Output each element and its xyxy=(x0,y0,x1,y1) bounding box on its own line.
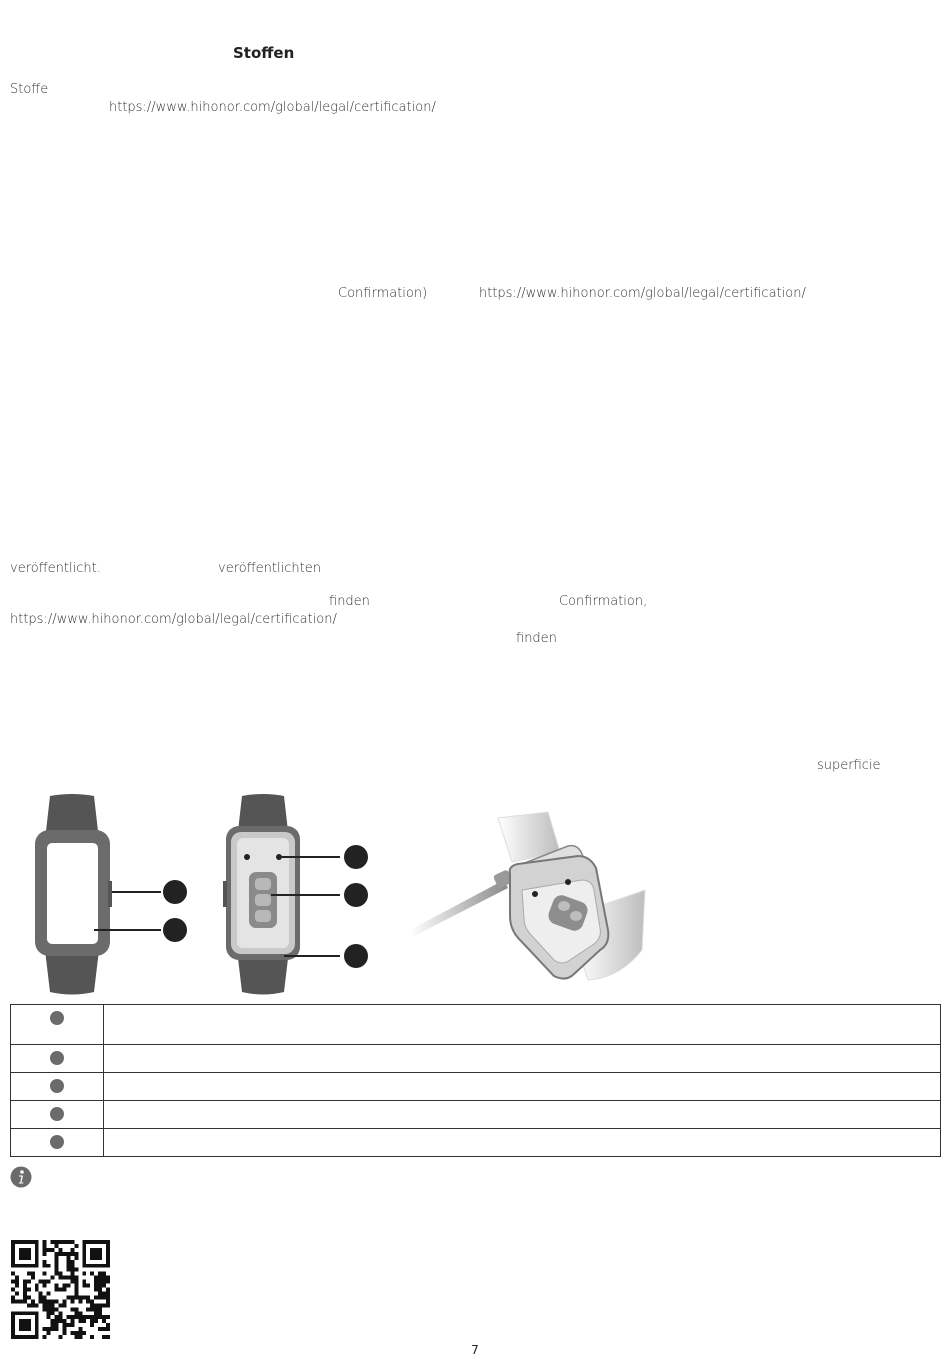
charger-illustration xyxy=(400,810,660,985)
row-description xyxy=(104,1045,941,1073)
row-description xyxy=(104,1129,941,1157)
text-superficie: superficie xyxy=(817,758,881,773)
parts-table xyxy=(10,1004,941,1157)
row-marker-2 xyxy=(50,1051,64,1065)
table-row xyxy=(11,1073,941,1101)
row-description xyxy=(104,1073,941,1101)
certification-link-2[interactable]: https://www.hihonor.com/global/legal/certification/ xyxy=(479,286,806,301)
info-icon xyxy=(10,1166,32,1188)
row-marker-5 xyxy=(50,1135,64,1149)
band-back-illustration xyxy=(218,792,378,997)
callout-3-marker xyxy=(344,845,368,869)
row-description xyxy=(104,1101,941,1129)
text-veroeffentlichten: veröffentlichten xyxy=(218,561,321,576)
table-row xyxy=(11,1005,941,1045)
page-number: 7 xyxy=(471,1343,479,1357)
callout-4-marker xyxy=(344,883,368,907)
section-heading: Stoffen xyxy=(233,44,295,62)
table-row xyxy=(11,1101,941,1129)
text-confirmation-1: Confirmation) xyxy=(338,286,428,301)
callout-5-marker xyxy=(344,944,368,968)
callout-2-marker xyxy=(163,918,187,942)
row-description xyxy=(104,1005,941,1045)
callout-1-marker xyxy=(163,880,187,904)
text-confirmation-2: Confirmation, xyxy=(559,594,648,609)
text-finden-2: finden xyxy=(516,631,557,646)
row-marker-4 xyxy=(50,1107,64,1121)
band-front-illustration xyxy=(30,792,200,997)
row-marker-1 xyxy=(50,1011,64,1025)
table-row xyxy=(11,1129,941,1157)
text-finden-1: finden xyxy=(329,594,370,609)
row-marker-3 xyxy=(50,1079,64,1093)
table-row xyxy=(11,1045,941,1073)
qr-code xyxy=(11,1240,110,1339)
certification-link-1[interactable]: https://www.hihonor.com/global/legal/certification/ xyxy=(109,100,436,115)
certification-link-3[interactable]: https://www.hihonor.com/global/legal/certification/ xyxy=(10,612,337,627)
text-veroeffentlicht: veröffentlicht. xyxy=(10,561,101,576)
text-stoffe: Stoffe xyxy=(10,82,49,97)
